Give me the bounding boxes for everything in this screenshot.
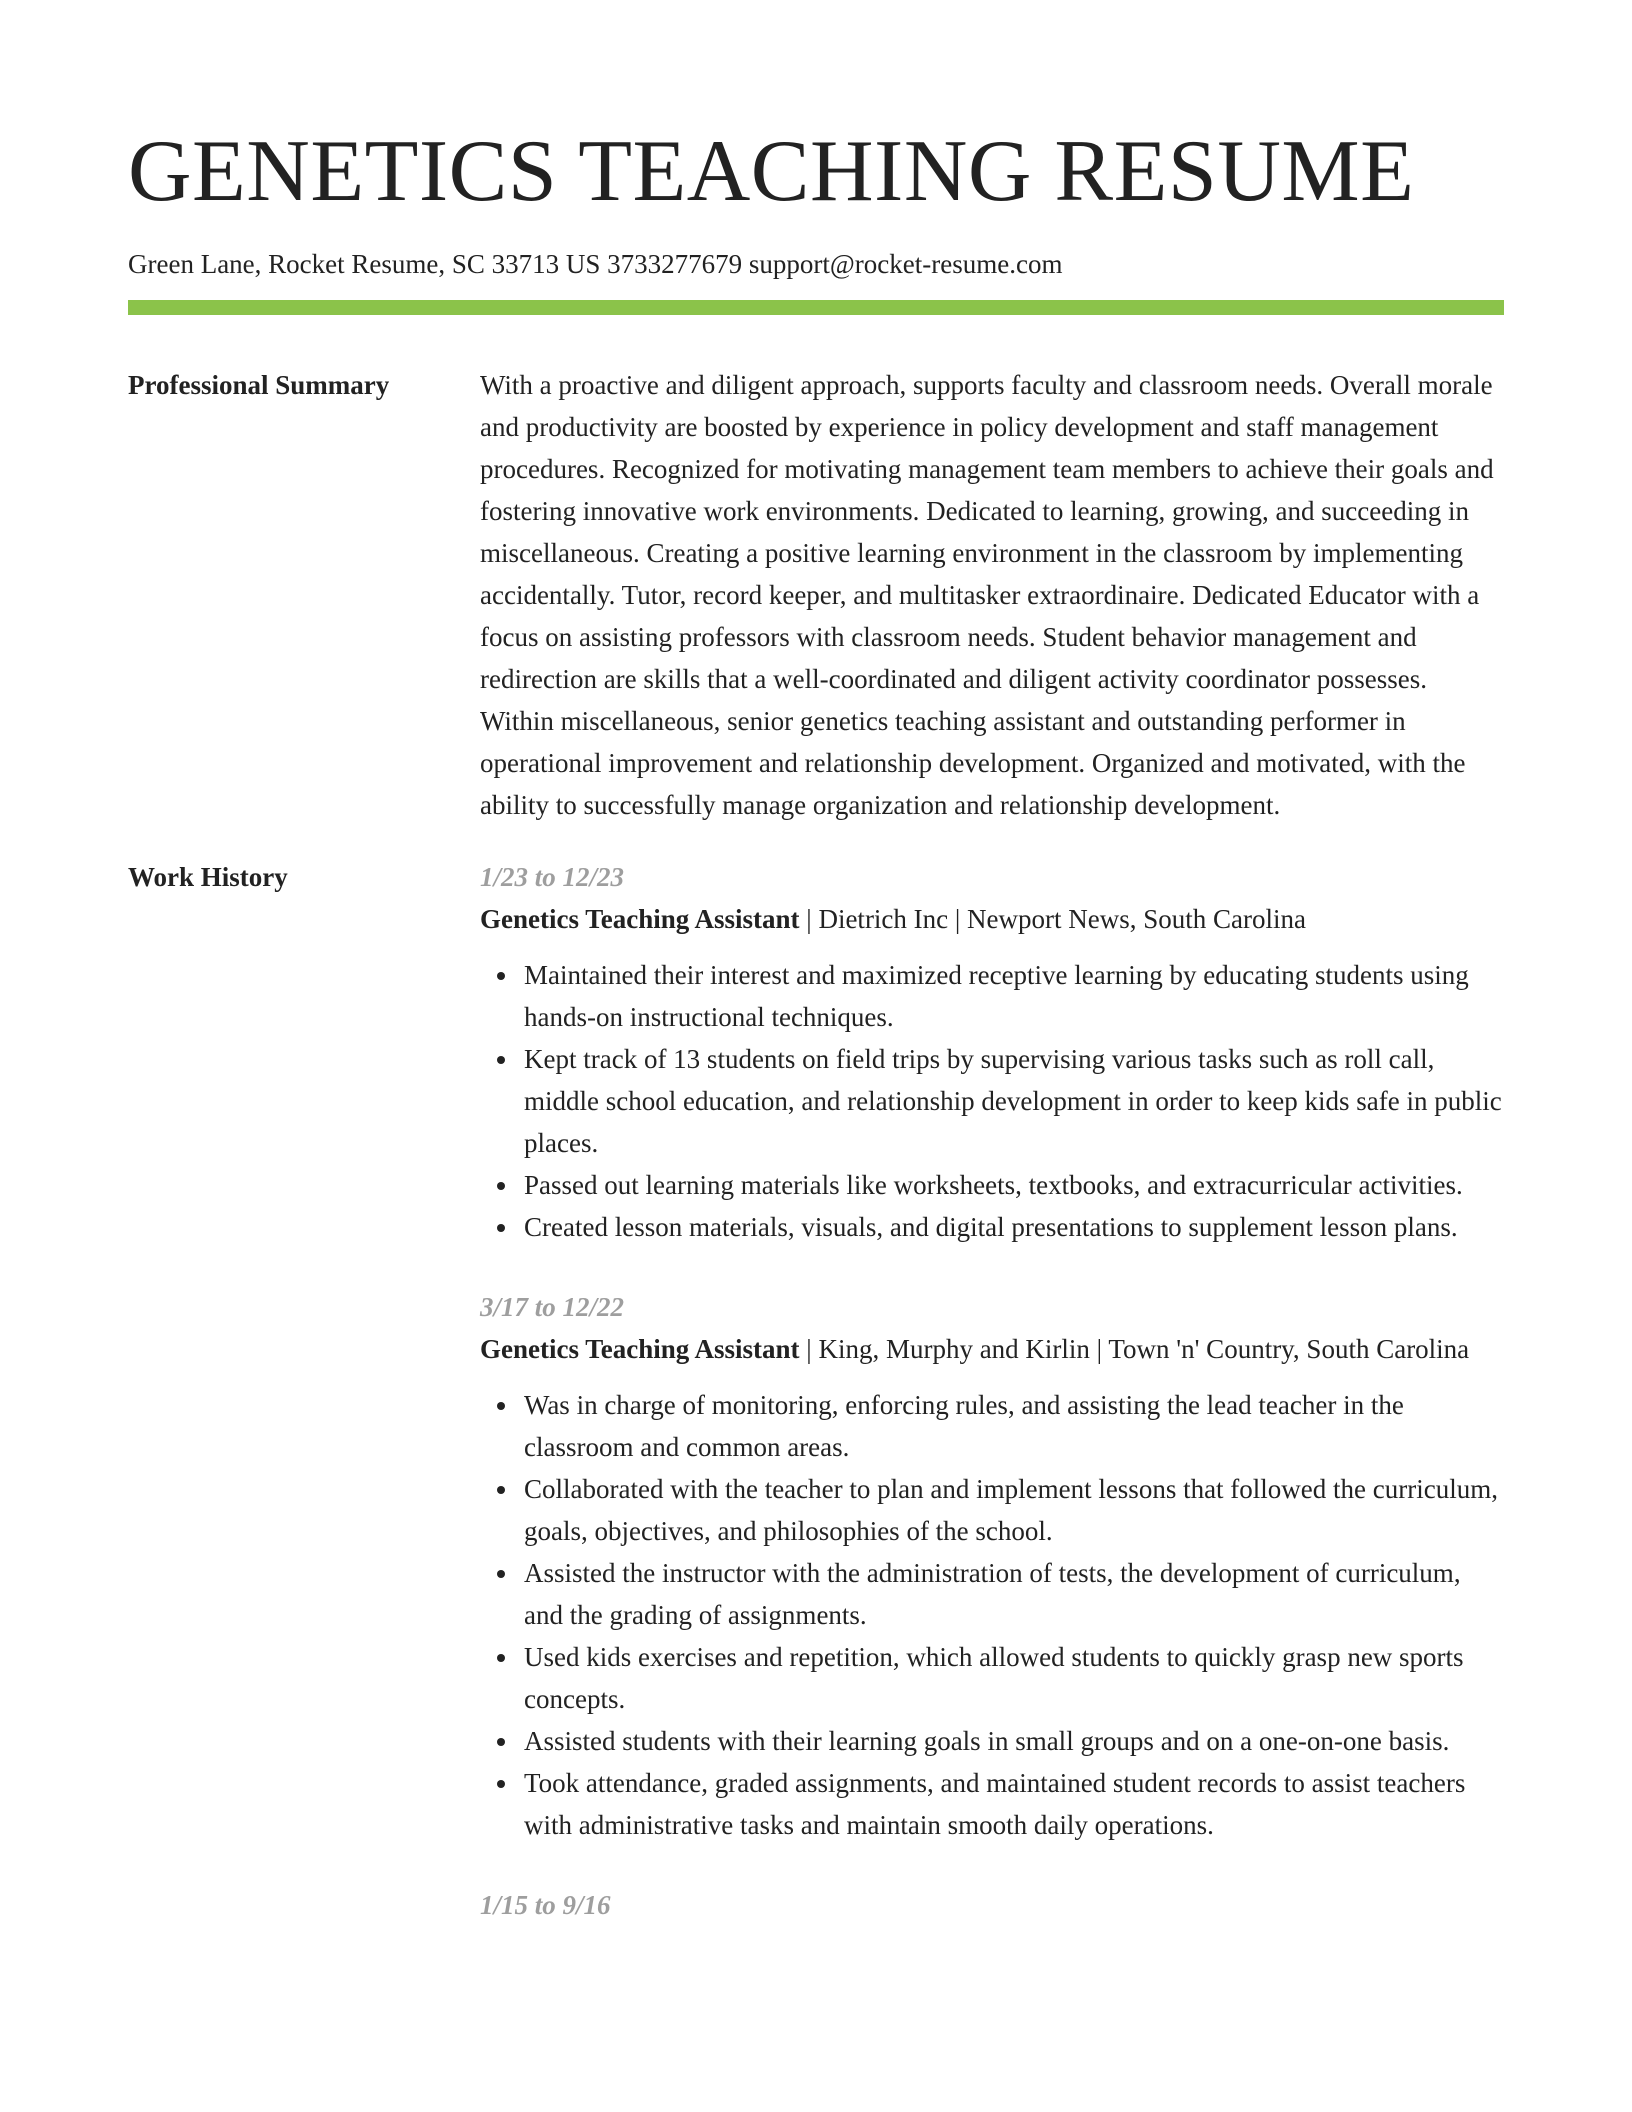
job-dates: 1/23 to 12/23	[480, 862, 625, 892]
job-heading	[480, 1328, 1504, 1370]
job-entry	[480, 856, 1504, 1248]
job-dates: 1/15 to 9/16	[480, 1890, 611, 1920]
header-divider	[128, 300, 1504, 315]
job-bullets	[480, 954, 1504, 1248]
job-bullet: Assisted the instructor with the administration of tests, the development of curriculum, and the grading of assignments.	[524, 1552, 1504, 1636]
job-bullets	[480, 1384, 1504, 1846]
section-label-work-history: Work History	[128, 862, 288, 892]
work-history-section	[128, 856, 1504, 1926]
job-entry	[480, 1884, 1504, 1926]
job-details: | King, Murphy and Kirlin | Town 'n' Country, South Carolina	[799, 1334, 1470, 1364]
resume-page	[128, 0, 1504, 1926]
section-label-summary: Professional Summary	[128, 370, 390, 400]
resume-title: GENETICS TEACHING RESUME	[128, 123, 1415, 220]
job-heading	[480, 898, 1504, 940]
contact-line: Green Lane, Rocket Resume, SC 33713 US 3733277679 support@rocket-resume.com	[128, 249, 1063, 279]
job-bullet: Created lesson materials, visuals, and digital presentations to supplement lesson plans.	[524, 1206, 1504, 1248]
work-history-list	[480, 856, 1504, 1926]
job-bullet: Used kids exercises and repetition, which allowed students to quickly grasp new sports concepts.	[524, 1636, 1504, 1720]
job-bullet: Took attendance, graded assignments, and maintained student records to assist teachers with administrative tasks and maintain smooth daily operations.	[524, 1762, 1504, 1846]
job-bullet: Kept track of 13 students on field trips by supervising various tasks such as roll call, middle school education, and relationship development in order to keep kids safe in public places.	[524, 1038, 1504, 1164]
job-entry	[480, 1286, 1504, 1846]
job-bullet: Assisted students with their learning goals in small groups and on a one-on-one basis.	[524, 1720, 1504, 1762]
job-title: Genetics Teaching Assistant	[480, 1334, 800, 1364]
job-bullet: Collaborated with the teacher to plan and implement lessons that followed the curriculum, goals, objectives, and philosophies of the school.	[524, 1468, 1504, 1552]
job-details: | Dietrich Inc | Newport News, South Carolina	[799, 904, 1306, 934]
job-bullet: Was in charge of monitoring, enforcing rules, and assisting the lead teacher in the classroom and common areas.	[524, 1384, 1504, 1468]
professional-summary-section	[128, 364, 1504, 826]
summary-text: With a proactive and diligent approach, supports faculty and classroom needs. Overall morale and productivity are boosted by experience in policy development and staff management procedures. Recognized for motivating management team members to achieve their goals and fostering innovative work environments. Dedicated to learning, growing, and succeeding in miscellaneous. Creating a positive learning environment in the classroom by implementing accidentally. Tutor, record keeper, and multitasker extraordinaire. Dedicated Educator with a focus on assisting professors with classroom needs. Student behavior management and redirection are skills that a well-coordinated and diligent activity coordinator possesses. Within miscellaneous, senior genetics teaching assistant and outstanding performer in operational improvement and relationship development. Organized and motivated, with the ability to successfully manage organization and relationship development.	[480, 370, 1494, 820]
job-bullet: Maintained their interest and maximized receptive learning by educating students using hands-on instructional techniques.	[524, 954, 1504, 1038]
job-title: Genetics Teaching Assistant	[480, 904, 800, 934]
job-bullet: Passed out learning materials like worksheets, textbooks, and extracurricular activities.	[524, 1164, 1504, 1206]
job-dates: 3/17 to 12/22	[480, 1292, 625, 1322]
